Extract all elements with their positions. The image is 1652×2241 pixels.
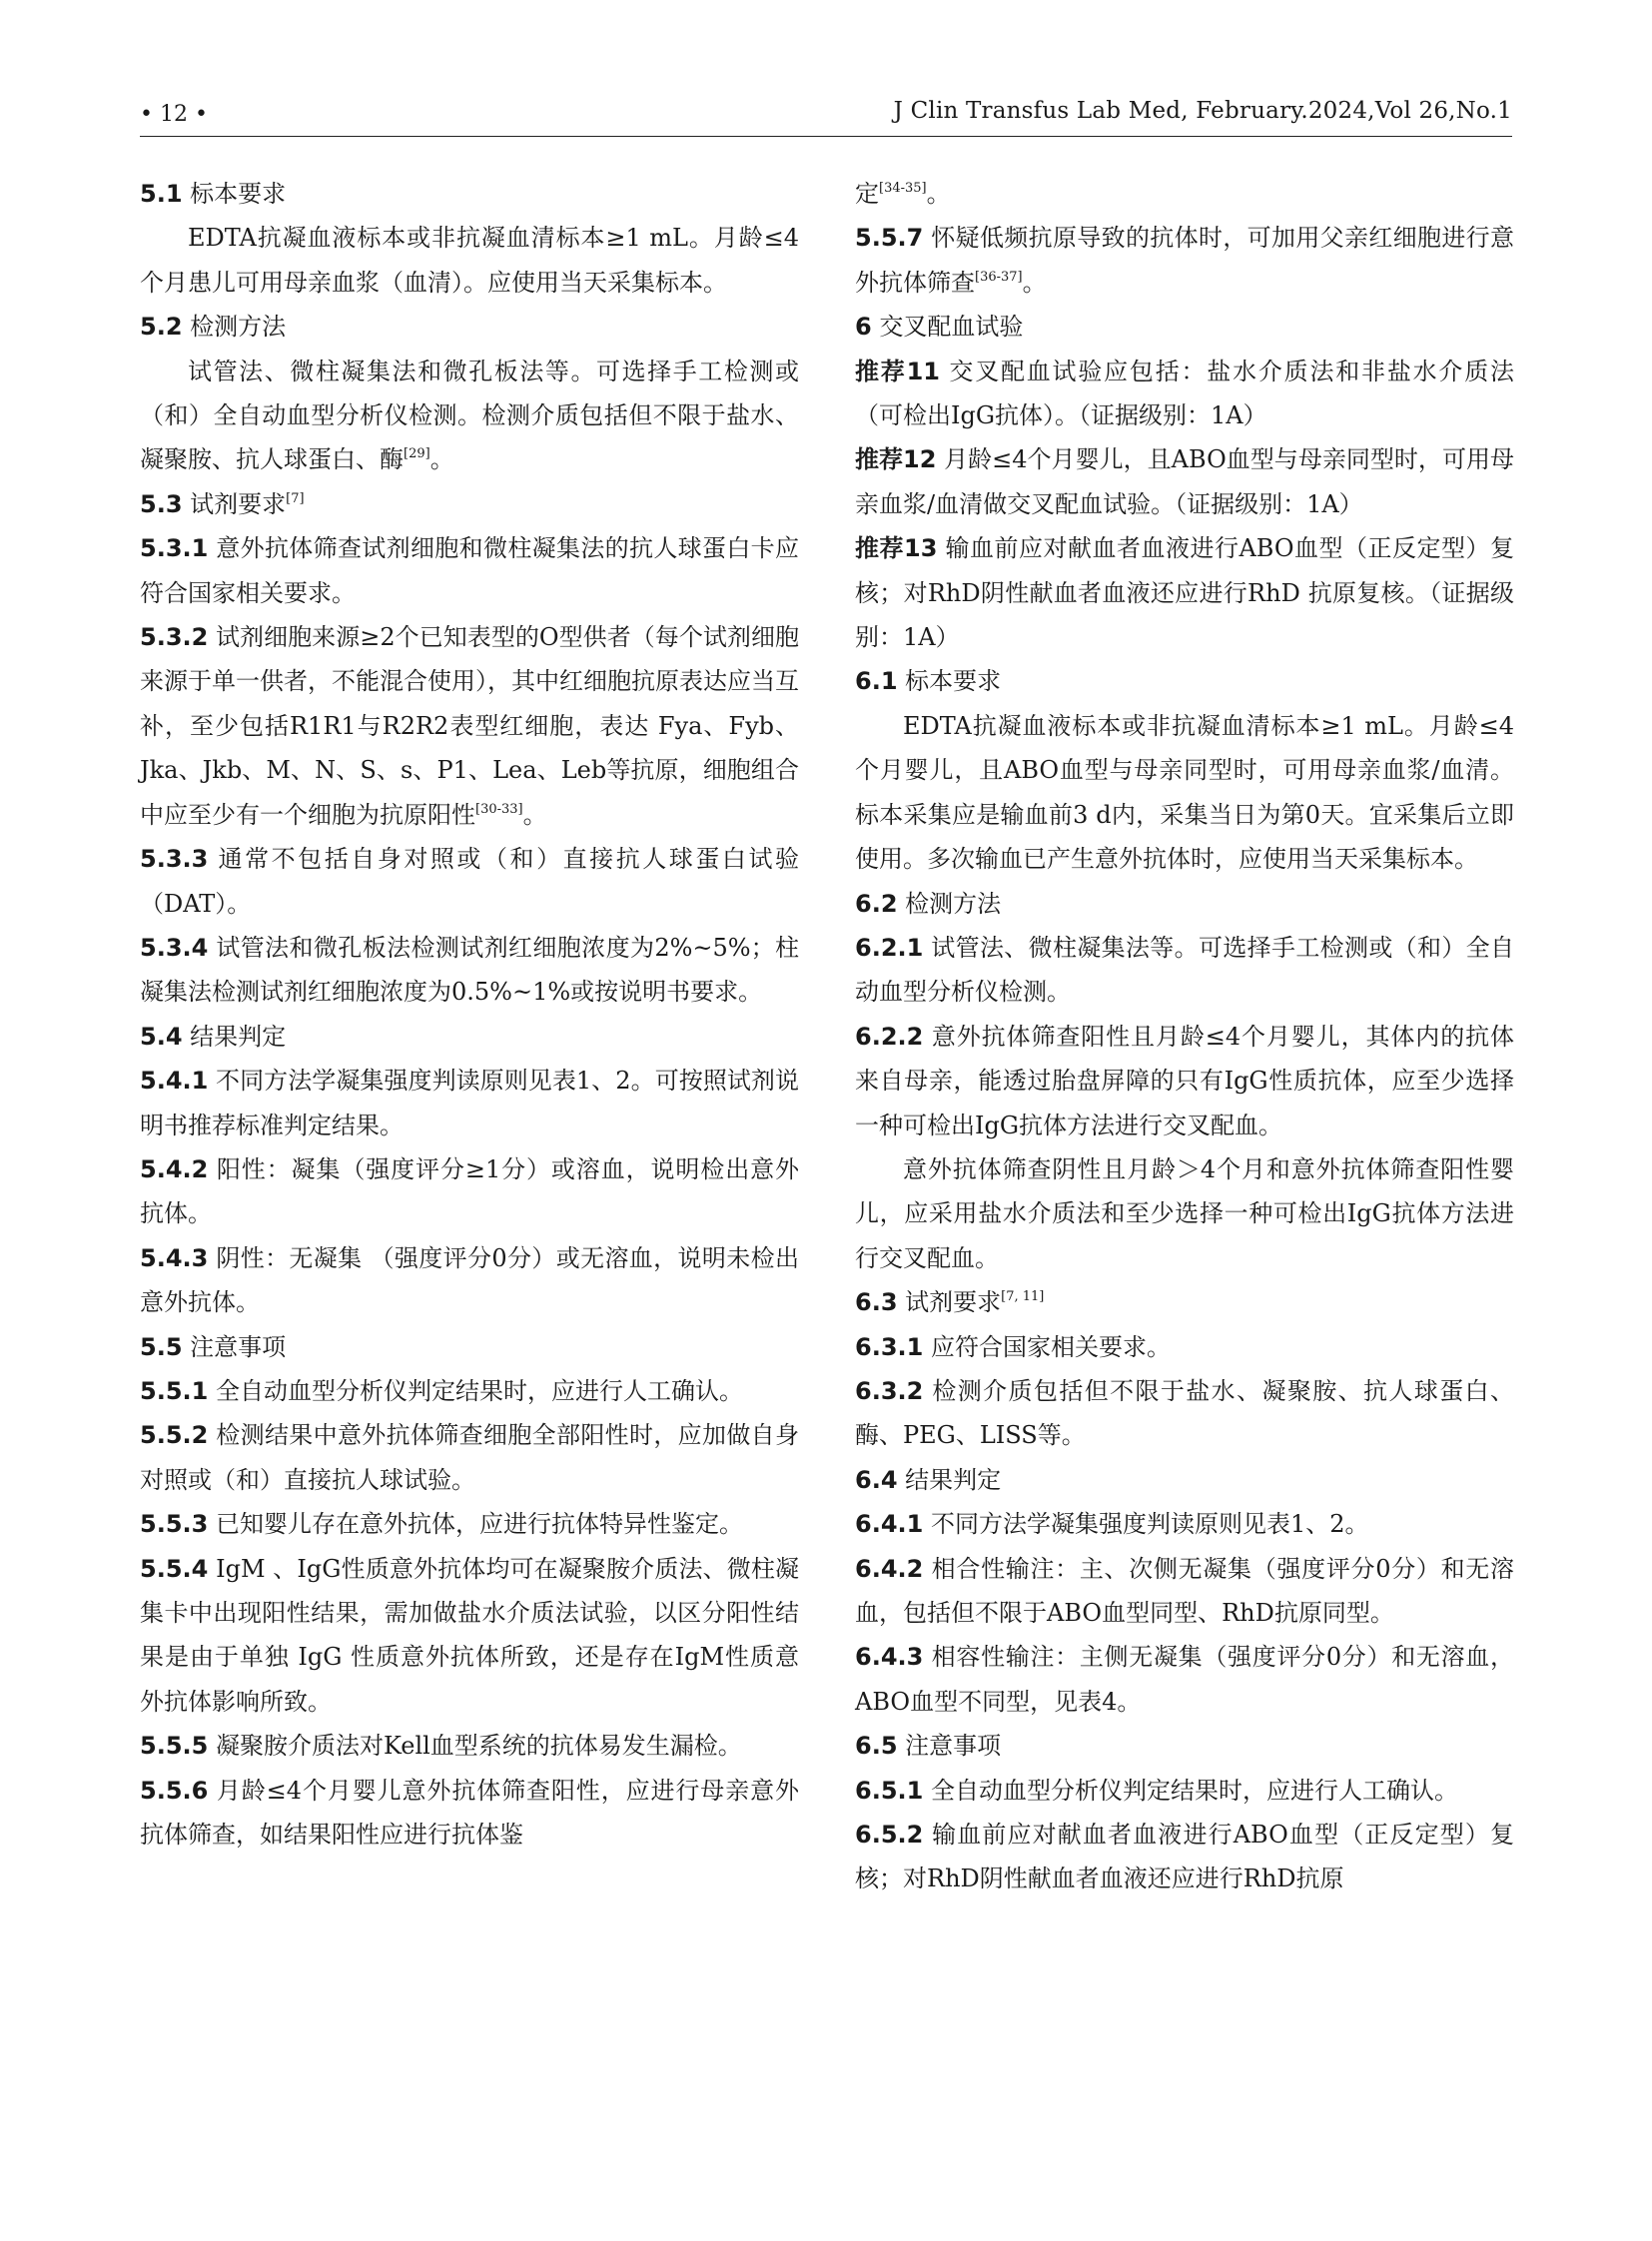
paragraph — [855, 1724, 1514, 1768]
paragraph-text: 月龄≤4个月婴儿意外抗体筛查阳性，应进行母亲意外抗体筛查，如结果阳性应进行抗体鉴 — [140, 1776, 799, 1850]
paragraph-text: 交叉配血试验应包括：盐水介质法和非盐水介质法（可检出IgG抗体）。（证据级别：1A） — [855, 357, 1514, 430]
paragraph-text: 检测介质包括但不限于盐水、凝聚胺、抗人球蛋白、酶、PEG、LISS等。 — [855, 1376, 1514, 1450]
section-number: 5.3.2 — [140, 623, 209, 652]
paragraph-text: 意外抗体筛查阳性且月龄≤4个月婴儿，其体内的抗体来自母亲，能透过胎盘屏障的只有IgG性质抗体，应至少选择一种可检出IgG抗体方法进行交叉配血。 — [855, 1022, 1514, 1139]
section-number: 5.3.3 — [140, 845, 209, 874]
section-number: 5.5.6 — [140, 1776, 209, 1805]
section-number: 6.2 — [855, 889, 898, 918]
section-number: 5.5.5 — [140, 1732, 209, 1761]
paragraph-text: IgM 、IgG性质意外抗体均可在凝聚胺介质法、微柱凝集卡中出现阳性结果，需加做盐水介质法试验，以区分阳性结果是由于单独 IgG 性质意外抗体所致，还是存在IgM性质意外抗体影响所致。 — [140, 1554, 799, 1716]
paragraph — [855, 437, 1514, 526]
paragraph-text: 标本要求 — [182, 180, 287, 208]
paragraph — [140, 1059, 799, 1147]
paragraph-text: 结果判定 — [182, 1022, 287, 1051]
paragraph-text: 应符合国家相关要求。 — [923, 1332, 1171, 1361]
paragraph — [140, 615, 799, 837]
paragraph — [140, 1147, 799, 1236]
paragraph — [140, 1236, 799, 1325]
section-number: 5.3.4 — [140, 933, 209, 962]
paragraph — [140, 1369, 799, 1413]
paragraph-text: 定 — [855, 180, 879, 208]
paragraph — [855, 305, 1514, 349]
section-number: 5.5.3 — [140, 1510, 209, 1539]
paragraph-text: 注意事项 — [182, 1332, 287, 1361]
paragraph-text: 试剂要求 — [182, 489, 287, 518]
paragraph — [140, 1769, 799, 1858]
section-number: 5.3 — [140, 489, 183, 518]
running-header — [140, 98, 1512, 137]
section-number: 5.5.1 — [140, 1376, 209, 1405]
section-number: 6.2.1 — [855, 933, 924, 962]
paragraph-text: 通常不包括自身对照或（和）直接抗人球蛋白试验（DAT）。 — [140, 845, 799, 918]
section-number: 推荐11 — [855, 357, 940, 385]
citation-ref: [29] — [404, 446, 430, 462]
paragraph — [140, 1413, 799, 1502]
section-number: 5.4.3 — [140, 1243, 209, 1272]
paragraph-text-end: 。 — [522, 800, 547, 829]
paragraph — [855, 1015, 1514, 1147]
citation-ref: [34-35] — [879, 181, 927, 196]
paragraph — [855, 350, 1514, 438]
paragraph-text: 试剂细胞来源≥2个已知表型的O型供者（每个试剂细胞来源于单一供者，不能混合使用），其中红细胞抗原表达应当互补，至少包括R1R1与R2R2表型红细胞，表达 Fya、Fyb、Jka、Jkb、M、N、S、s、P1、Lea、Leb等抗原，细胞组合中应至少有一个细胞为抗原阳性 — [140, 623, 799, 829]
paragraph — [855, 1813, 1514, 1901]
paragraph-text: 阴性：无凝集 （强度评分0分）或无溶血，说明未检出意外抗体。 — [140, 1243, 799, 1317]
paragraph-text: 注意事项 — [897, 1732, 1002, 1761]
paragraph — [855, 1635, 1514, 1724]
section-number: 6.4.1 — [855, 1510, 924, 1539]
paragraph — [140, 1502, 799, 1546]
section-number: 推荐13 — [855, 534, 938, 563]
paragraph-text: 不同方法学凝集强度判读原则见表1、2。 — [923, 1510, 1369, 1539]
paragraph — [140, 1015, 799, 1059]
right-column — [855, 172, 1514, 1901]
citation-ref: [30-33] — [475, 801, 523, 817]
section-number: 5.4.1 — [140, 1067, 209, 1096]
paragraph — [855, 882, 1514, 926]
paragraph — [140, 1547, 799, 1725]
paragraph-text: 标本要求 — [897, 667, 1002, 696]
paragraph-text: 意外抗体筛查试剂细胞和微柱凝集法的抗人球蛋白卡应符合国家相关要求。 — [140, 534, 799, 607]
paragraph-text: 已知婴儿存在意外抗体，应进行抗体特异性鉴定。 — [208, 1510, 743, 1539]
paragraph-text: 怀疑低频抗原导致的抗体时，可加用父亲红细胞进行意外抗体筛查 — [855, 224, 1514, 297]
page-number: • 12 • — [140, 102, 208, 127]
paragraph-text: 相合性输注：主、次侧无凝集（强度评分0分）和无溶血，包括但不限于ABO血型同型、RhD抗原同型。 — [855, 1554, 1514, 1627]
paragraph-text-end: 。 — [429, 445, 454, 474]
citation-ref: [7] — [286, 490, 305, 506]
paragraph-text: 交叉配血试验 — [871, 313, 1024, 342]
paragraph — [855, 1458, 1514, 1502]
paragraph — [855, 1769, 1514, 1813]
section-number: 5.4.2 — [140, 1154, 209, 1183]
paragraph-text: 试剂要求 — [897, 1288, 1002, 1317]
paragraph — [140, 926, 799, 1015]
section-number: 6 — [855, 313, 872, 342]
paragraph — [855, 526, 1514, 659]
section-number: 5.5.4 — [140, 1554, 209, 1583]
section-number: 5.4 — [140, 1022, 183, 1051]
section-number: 6.4 — [855, 1465, 898, 1494]
left-column — [140, 172, 799, 1857]
section-number: 5.5 — [140, 1332, 183, 1361]
paragraph-text: 试管法、微柱凝集法和微孔板法等。可选择手工检测或（和）全自动血型分析仪检测。检测介质包括但不限于盐水、凝聚胺、抗人球蛋白、酶 — [140, 357, 799, 474]
section-number: 6.2.2 — [855, 1022, 924, 1051]
paragraph — [855, 1280, 1514, 1324]
paragraph — [855, 1325, 1514, 1369]
paragraph-text: EDTA抗凝血液标本或非抗凝血清标本≥1 mL。月龄≤4个月患儿可用母亲血浆（血清）。应使用当天采集标本。 — [140, 224, 799, 297]
paragraph — [855, 216, 1514, 305]
journal-citation: J Clin Transfus Lab Med, February.2024,Vol 26,No.1 — [893, 98, 1512, 124]
paragraph — [855, 1369, 1514, 1458]
section-number: 6.5.1 — [855, 1776, 924, 1805]
paragraph-text: 不同方法学凝集强度判读原则见表1、2。可按照试剂说明书推荐标准判定结果。 — [140, 1067, 799, 1139]
paragraph-text: EDTA抗凝血液标本或非抗凝血清标本≥1 mL。月龄≤4个月婴儿，且ABO血型与母亲同型时，可用母亲血浆/血清。标本采集应是输血前3 d内，采集当日为第0天。宜采集后立即使用。多次输血已产生意外抗体时，应使用当天采集标本。 — [855, 711, 1514, 874]
section-number: 6.4.3 — [855, 1643, 924, 1672]
paragraph-text-end: 。 — [926, 180, 951, 208]
section-number: 推荐12 — [855, 445, 937, 474]
paragraph — [855, 704, 1514, 882]
paragraph — [140, 482, 799, 526]
paragraph — [140, 526, 799, 615]
paragraph — [855, 172, 1514, 216]
paragraph-text-end: 。 — [1022, 268, 1047, 297]
paragraph — [855, 659, 1514, 703]
paragraph-text: 输血前应对献血者血液进行ABO血型（正反定型）复核；对RhD阴性献血者血液还应进行RhD 抗原复核。（证据级别：1A） — [855, 534, 1514, 652]
paragraph-text: 试管法和微孔板法检测试剂红细胞浓度为2%~5%；柱凝集法检测试剂红细胞浓度为0.5%~1%或按说明书要求。 — [140, 933, 799, 1007]
paragraph-text: 检测结果中意外抗体筛查细胞全部阳性时，应加做自身对照或（和）直接抗人球试验。 — [140, 1421, 799, 1494]
citation-ref: [36-37] — [975, 269, 1023, 285]
paragraph-text: 月龄≤4个月婴儿，且ABO血型与母亲同型时，可用母亲血浆/血清做交叉配血试验。（证据级别：1A） — [855, 445, 1514, 518]
paragraph — [140, 216, 799, 305]
paragraph — [140, 837, 799, 926]
paragraph — [140, 305, 799, 349]
paragraph — [855, 1147, 1514, 1280]
paragraph-text: 相容性输注：主侧无凝集（强度评分0分）和无溶血，ABO血型不同型，见表4。 — [855, 1643, 1514, 1716]
paragraph-text: 试管法、微柱凝集法等。可选择手工检测或（和）全自动血型分析仪检测。 — [855, 933, 1514, 1007]
paragraph-text: 检测方法 — [182, 313, 287, 342]
section-number: 6.3.2 — [855, 1376, 924, 1405]
paragraph — [855, 1502, 1514, 1546]
section-number: 6.3.1 — [855, 1332, 924, 1361]
section-number: 5.2 — [140, 313, 183, 342]
paragraph — [140, 172, 799, 216]
paragraph-text: 输血前应对献血者血液进行ABO血型（正反定型）复核；对RhD阴性献血者血液还应进行RhD抗原 — [855, 1821, 1514, 1893]
paragraph-text: 意外抗体筛查阴性且月龄＞4个月和意外抗体筛查阳性婴儿，应采用盐水介质法和至少选择一种可检出IgG抗体方法进行交叉配血。 — [855, 1154, 1514, 1272]
section-number: 5.5.2 — [140, 1421, 209, 1450]
section-number: 6.3 — [855, 1288, 898, 1317]
section-number: 5.1 — [140, 180, 183, 208]
section-number: 6.5 — [855, 1732, 898, 1761]
paragraph — [855, 1547, 1514, 1636]
section-number: 6.4.2 — [855, 1554, 924, 1583]
paragraph — [855, 926, 1514, 1015]
section-number: 6.1 — [855, 667, 898, 696]
paragraph-text: 结果判定 — [897, 1465, 1002, 1494]
section-number: 6.5.2 — [855, 1821, 924, 1850]
citation-ref: [7, 11] — [1001, 1289, 1045, 1305]
section-number: 5.5.7 — [855, 224, 924, 253]
paragraph-text: 检测方法 — [897, 889, 1002, 918]
paragraph — [140, 1724, 799, 1768]
section-number: 5.3.1 — [140, 534, 209, 563]
paragraph-text: 全自动血型分析仪判定结果时，应进行人工确认。 — [208, 1376, 743, 1405]
paragraph — [140, 350, 799, 482]
paragraph-text: 凝聚胺介质法对Kell血型系统的抗体易发生漏检。 — [208, 1732, 742, 1761]
paragraph — [140, 1325, 799, 1369]
paragraph-text: 全自动血型分析仪判定结果时，应进行人工确认。 — [923, 1776, 1458, 1805]
paragraph-text: 阳性：凝集（强度评分≥1分）或溶血，说明检出意外抗体。 — [140, 1154, 799, 1228]
